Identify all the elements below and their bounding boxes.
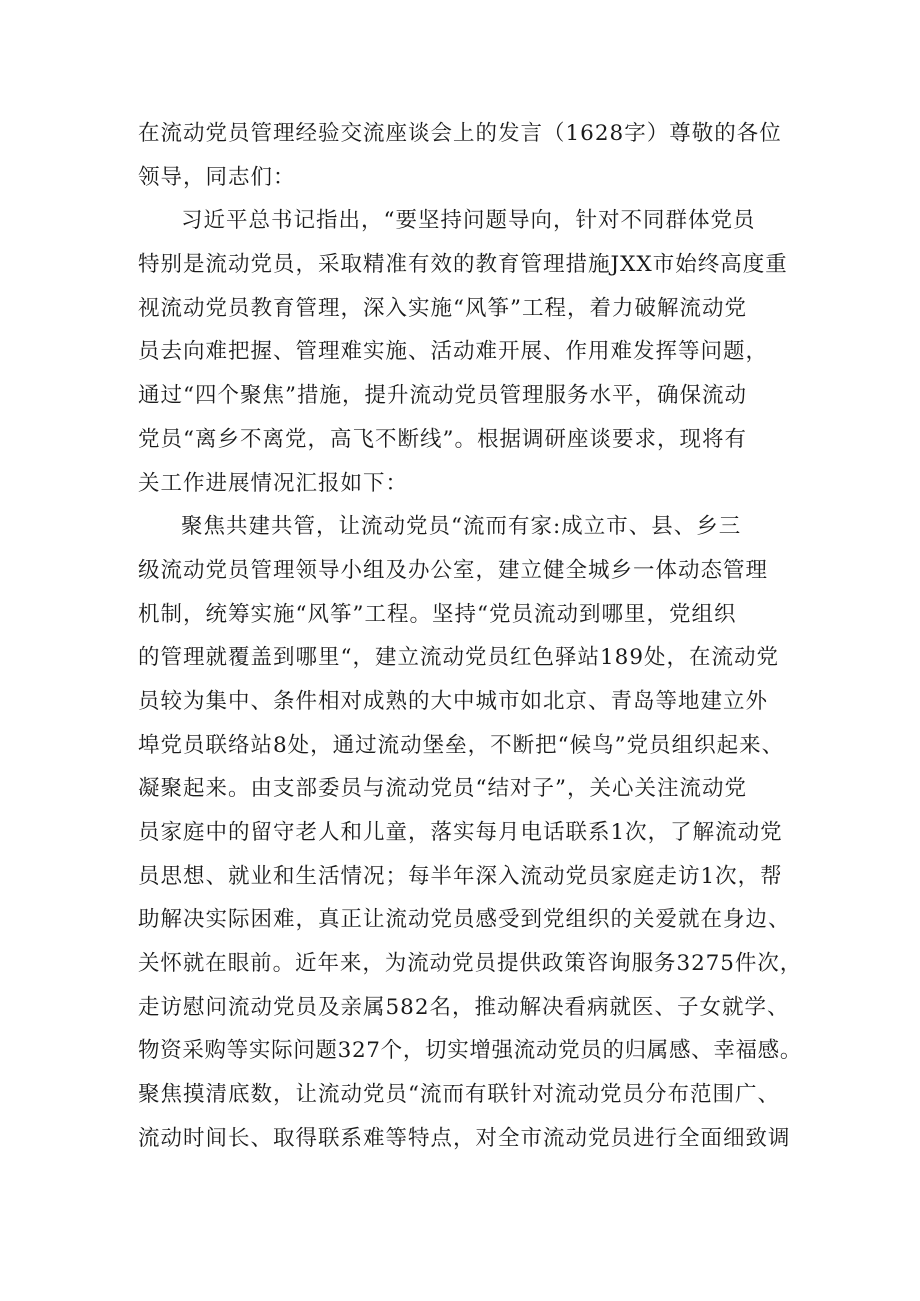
text-line: 在流动党员管理经验交流座谈会上的发言（1628字）尊敬的各位: [138, 121, 782, 146]
text-line: 埠党员联络站8处，通过流动堡垒，不断把“候鸟”党员组织起来、: [138, 732, 785, 758]
text-line: 关怀就在眼前。近年来，为流动党员提供政策咨询服务3275件次，: [138, 951, 803, 977]
paragraph-first-line: 聚焦共建共管，让流动党员“流而有家:成立市、县、乡三: [181, 514, 742, 540]
text-line: 凝聚起来。由支部委员与流动党员“结对子”，关心关注流动党: [138, 776, 747, 802]
text-line: 助解决实际困难，真正让流动党员感受到党组织的关爱就在身边、: [138, 907, 791, 933]
text-line: 关工作进展情况汇报如下：: [138, 470, 409, 496]
text-line: 物资采购等实际问题327个，切实增强流动党员的归属感、幸福感。: [138, 1038, 803, 1064]
text-line: 特别是流动党员，采取精准有效的教育管理措施JXX市始终高度重: [138, 252, 788, 278]
text-line: 机制，统筹实施“风筝”工程。坚持“党员流动到哪里，党组织: [138, 601, 737, 627]
text-line: 员去向难把握、管理难实施、活动难开展、作用难发挥等问题，: [138, 339, 769, 365]
document-body: [138, 112, 803, 1161]
text-line: 流动时间长、取得联系难等特点，对全市流动党员进行全面细致调: [138, 1125, 791, 1151]
text-line: 聚焦摸清底数，让流动党员“流而有联针对流动党员分布范围广、: [138, 1082, 780, 1108]
text-line: 级流动党员管理领导小组及办公室，建立健全城乡一体动态管理: [138, 557, 769, 583]
text-line: 视流动党员教育管理，深入实施“风筝”工程，着力破解流动党: [138, 295, 747, 321]
paragraph-first-line: 习近平总书记指出，“要坚持问题导向，针对不同群体党员: [181, 208, 756, 234]
text-line: 员家庭中的留守老人和儿童，落实每月电话联系1次，了解流动党: [138, 820, 783, 845]
text-line: 员较为集中、条件相对成熟的大中城市如北京、青岛等地建立外: [138, 688, 769, 714]
text-line: 的管理就覆盖到哪里“，建立流动党员红色驿站189处，在流动党: [138, 645, 780, 671]
text-line: 通过“四个聚焦”措施，提升流动党员管理服务水平，确保流动: [138, 383, 747, 409]
text-line: 领导，同志们：: [138, 164, 296, 190]
text-line: 党员“离乡不离党，高飞不断线”。根据调研座谈要求，现将有: [138, 426, 747, 452]
text-line: 走访慰问流动党员及亲属582名，推动解决看病就医、子女就学、: [138, 994, 790, 1020]
text-line: 员思想、就业和生活情况；每半年深入流动党员家庭走访1次，帮: [138, 863, 783, 889]
